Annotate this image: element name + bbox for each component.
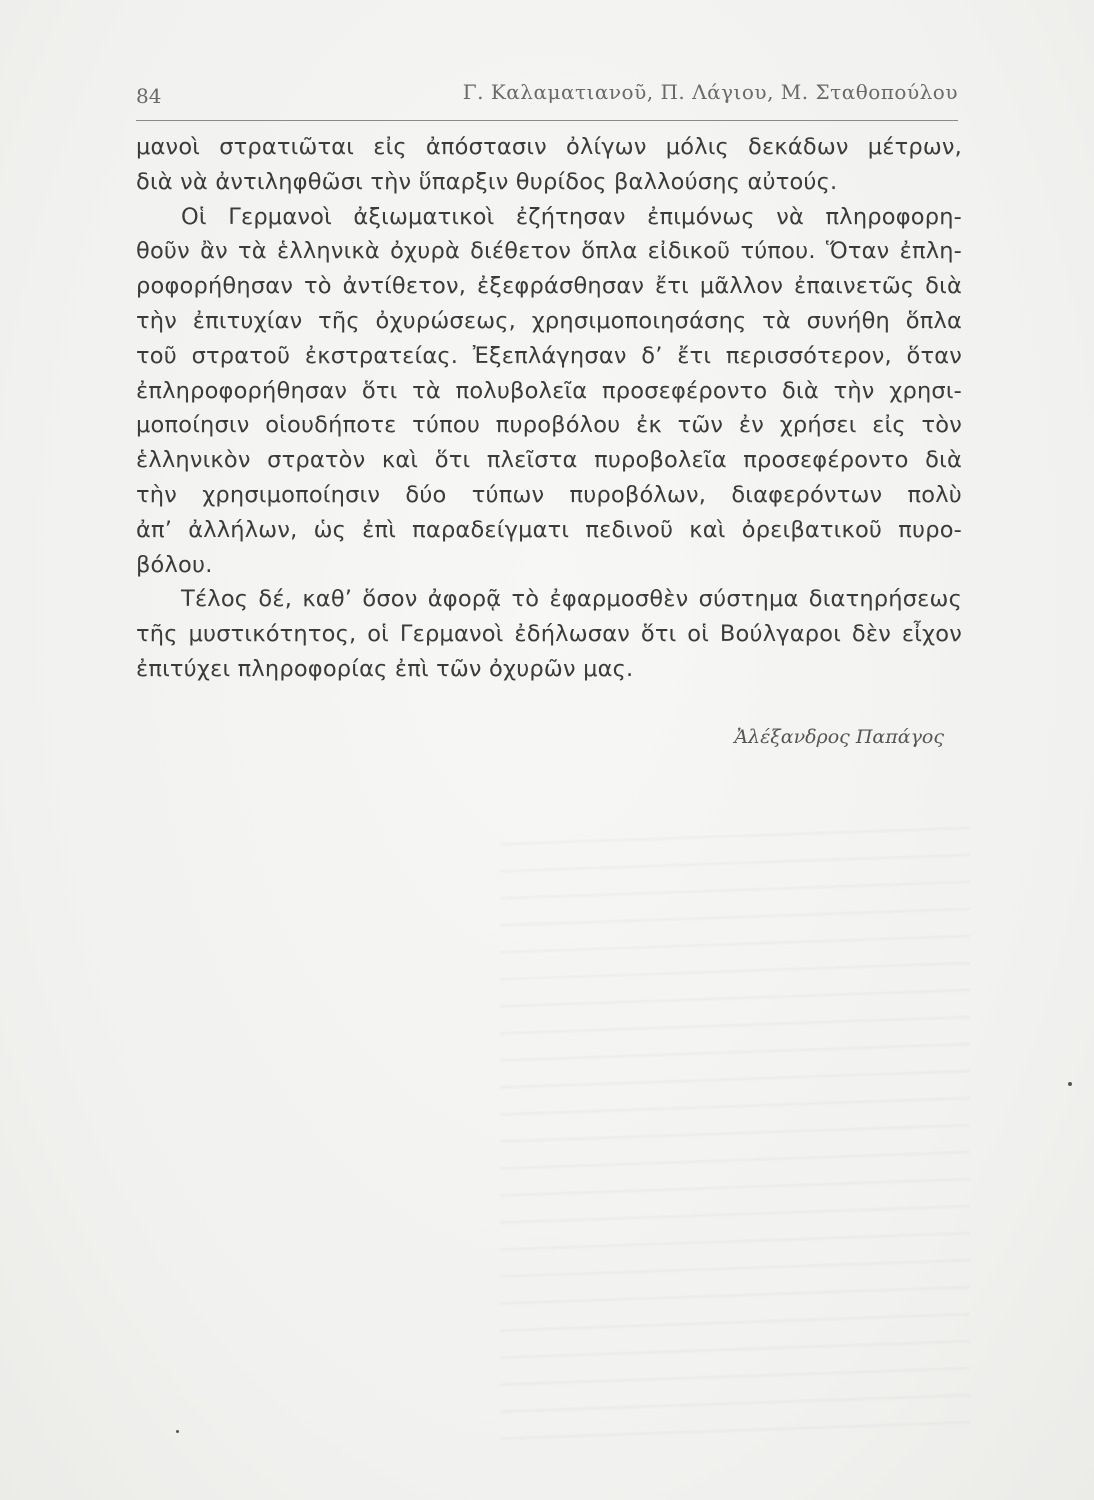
text-line: τοῦ στρατοῦ ἐκστρατείας. Ἐξεπλάγησαν δ’ ἔτι περισσότερον, ὅταν: [136, 342, 962, 369]
text-line: Οἱ Γερμανοὶ ἀξιωματικοὶ ἐζήτησαν ἐπιμόνως νὰ πληροφορη-: [181, 203, 962, 230]
text-line: τὴν ἐπιτυχίαν τῆς ὀχυρώσεως, χρησιμοποιησάσης τὰ συνήθη ὅπλα: [136, 307, 962, 334]
text-line: ἐπληροφορήθησαν ὅτι τὰ πολυβολεῖα προσεφέροντο διὰ τὴν χρησι-: [136, 377, 962, 404]
bleed-through-texture: [500, 820, 970, 1440]
running-head-authors: Γ. Καλαματιανοῦ, Π. Λάγιου, Μ. Σταθοπούλου: [462, 80, 958, 104]
body-text: [136, 130, 962, 687]
paper-speck: [176, 1430, 179, 1433]
signature: Ἀλέξανδρος Παπάγος: [734, 726, 944, 748]
text-line: ἐπιτύχει πληροφορίας ἐπὶ τῶν ὀχυρῶν μας.: [136, 655, 634, 682]
text-line: Τέλος δέ, καθ’ ὅσον ἀφορᾷ τὸ ἐφαρμοσθὲν σύστημα διατηρήσεως: [181, 586, 962, 613]
header-rule: [136, 120, 958, 121]
page-header: [136, 74, 958, 114]
text-line: ροφορήθησαν τὸ ἀντίθετον, ἐξεφράσθησαν ἔτι μᾶλλον ἐπαινετῶς διὰ: [136, 273, 962, 300]
text-line: τὴν χρησιμοποίησιν δύο τύπων πυροβόλων, διαφερόντων πολὺ: [136, 481, 962, 508]
text-line: τῆς μυστικότητος, οἱ Γερμανοὶ ἐδήλωσαν ὅτι οἱ Βούλγαροι δὲν εἶχον: [136, 621, 962, 648]
paper-speck: [1068, 1082, 1072, 1086]
text-line: διὰ νὰ ἀντιληφθῶσι τὴν ὕπαρξιν θυρίδος βαλλούσης αὐτούς.: [136, 168, 838, 195]
text-line: μανοὶ στρατιῶται εἰς ἀπόστασιν ὀλίγων μόλις δεκάδων μέτρων,: [136, 134, 962, 160]
text-line: θοῦν ἂν τὰ ἑλληνικὰ ὀχυρὰ διέθετον ὅπλα εἰδικοῦ τύπου. Ὅταν ἐπλη-: [136, 238, 962, 265]
page-number: 84: [136, 84, 162, 108]
text-line: βόλου.: [136, 551, 213, 578]
text-line: μοποίησιν οἱουδήποτε τύπου πυροβόλου ἐκ τῶν ἐν χρήσει εἰς τὸν: [136, 412, 962, 439]
text-line: ἑλληνικὸν στρατὸν καὶ ὅτι πλεῖστα πυροβολεῖα προσεφέροντο διὰ: [136, 447, 962, 474]
text-line: ἀπ’ ἀλλήλων, ὡς ἐπὶ παραδείγματι πεδινοῦ καὶ ὀρειβατικοῦ πυρο-: [136, 516, 962, 543]
